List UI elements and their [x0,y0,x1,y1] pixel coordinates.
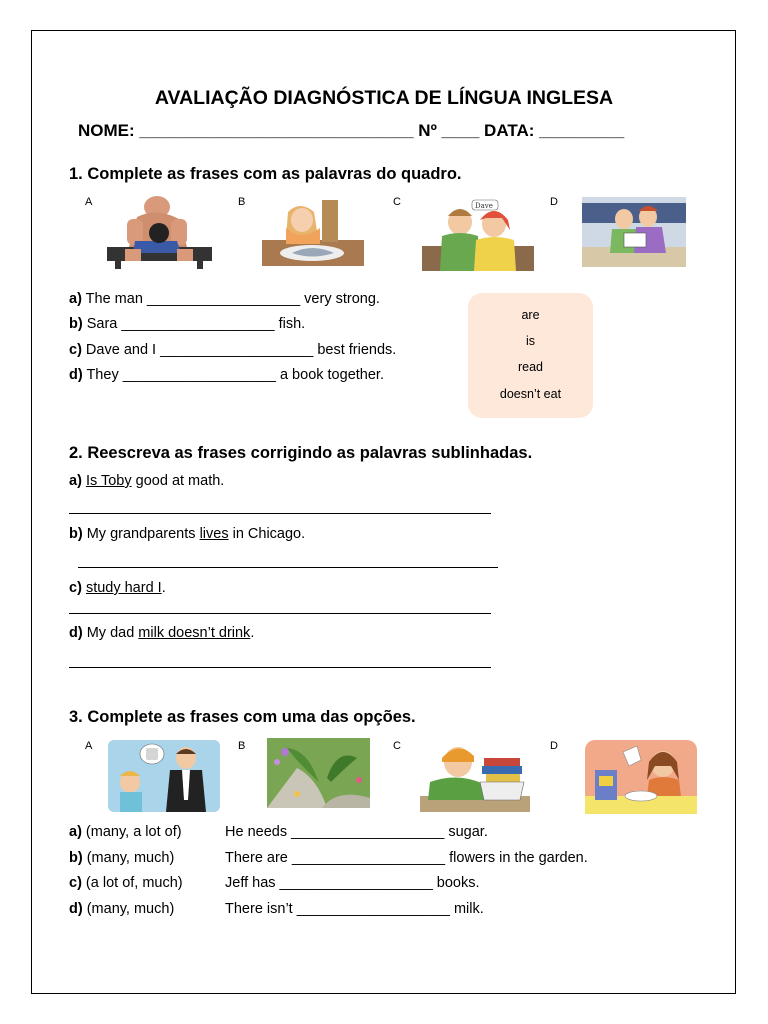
s1-item-b: b) Sara ___________________ fish. [69,316,306,332]
s2-item-b: b) My grandparents lives in Chicago. [69,526,306,542]
illustration-strong-man [107,195,212,270]
s1-image-letter-d: D [550,196,558,208]
svg-text:Dave: Dave [475,202,493,210]
s3-item-c-options: c) (a lot of, much) [69,875,183,891]
s1-item-d: d) They ___________________ a book together. [69,367,384,383]
section3-heading: 3. Complete as frases com uma das opções. [69,708,416,726]
illustration-kids-reading [582,197,686,267]
section1-heading: 1. Complete as frases com as palavras do quadro. [69,165,462,183]
illustration-boy-waiter [108,740,220,812]
s3-image-letter-a: A [85,740,93,752]
name-date-line: NOME: _____________________________ Nº ____ DATA: _________ [78,121,625,140]
s3-image-letter-c: C [393,740,401,752]
answer-line [78,567,498,568]
section2-heading: 2. Reescreva as frases corrigindo as palavras sublinhadas. [69,444,533,462]
s1-image-letter-c: C [393,196,401,208]
s3-item-b-sentence: There are ___________________ flowers in the garden. [225,850,588,866]
s1-item-a: a) The man ___________________ very strong. [69,291,380,307]
answer-line [69,513,491,514]
illustration-garden [267,738,370,808]
word-box-item: are [521,308,540,322]
s1-image-letter-a: A [85,196,93,208]
s1-item-c: c) Dave and I ___________________ best friends. [69,342,397,358]
s2-item-c: c) study hard I. [69,580,166,596]
illustration-girl-fish [262,198,364,266]
illustration-two-friends [422,196,534,271]
s1-image-letter-b: B [238,196,246,208]
s3-item-b-options: b) (many, much) [69,850,175,866]
s3-item-c-sentence: Jeff has ___________________ books. [225,875,480,891]
s3-image-letter-d: D [550,740,558,752]
illustration-girl-milk [585,740,697,814]
s3-item-d-sentence: There isn’t ___________________ milk. [225,901,484,917]
answer-line [69,613,491,614]
word-box-item: is [525,334,536,348]
page-title: AVALIAÇÃO DIAGNÓSTICA DE LÍNGUA INGLESA [154,87,614,109]
s3-item-d-options: d) (many, much) [69,901,175,917]
word-box [468,293,593,418]
s3-item-a-options: a) (many, a lot of) [69,824,182,840]
answer-line [69,667,491,668]
illustration-boy-books [420,740,530,812]
word-box-item: read [517,360,544,374]
s3-item-a-sentence: He needs ___________________ sugar. [225,824,488,840]
word-box-item: doesn’t eat [499,387,562,401]
s2-item-d: d) My dad milk doesn’t drink. [69,625,255,641]
s3-image-letter-b: B [238,740,246,752]
s2-item-a: a) Is Toby good at math. [69,473,225,489]
